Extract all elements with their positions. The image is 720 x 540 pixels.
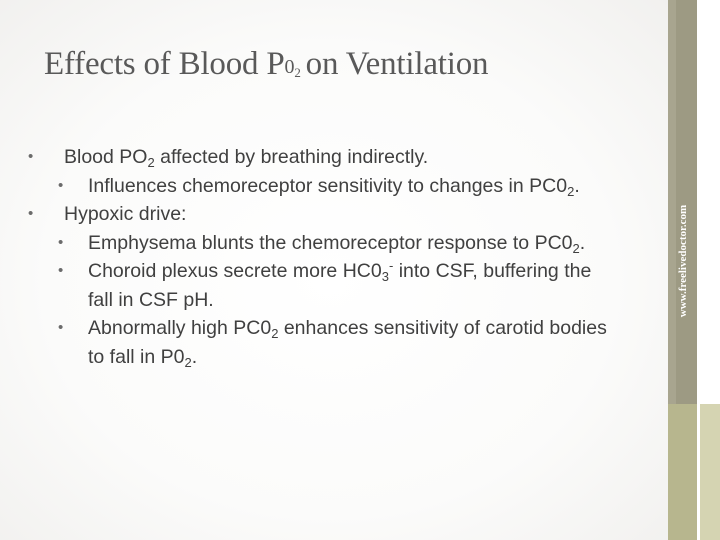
- sub-bullet-item: [28, 172, 668, 201]
- sub-bullet-item: [28, 314, 668, 343]
- subscript: 2: [271, 326, 279, 341]
- bullet-text: .: [579, 231, 586, 254]
- bullet-icon: •: [58, 233, 64, 251]
- bullet-text: Choroid plexus secrete more HC0: [88, 260, 382, 282]
- sub-bullet-item: [28, 257, 668, 286]
- sidebar-upper-band: [676, 0, 697, 404]
- bullet-continuation: [28, 343, 668, 372]
- bullet-text: Hypoxic drive:: [64, 203, 187, 225]
- bullet-item: [28, 143, 668, 172]
- bullet-text: .: [574, 174, 580, 197]
- bullet-item: [28, 200, 668, 229]
- subscript: 2: [147, 155, 155, 170]
- bullet-text: Emphysema blunts the chemoreceptor response to PC0: [88, 231, 573, 254]
- bullet-text: Influences chemoreceptor sensitivity to changes in PC0: [88, 174, 568, 197]
- subscript: 2: [184, 354, 192, 370]
- bullet-icon: •: [58, 319, 64, 336]
- subscript: 2: [572, 240, 580, 256]
- bullet-text: .: [191, 345, 198, 368]
- bullet-icon: •: [28, 148, 34, 165]
- watermark-text: www.freelivedoctor.com: [677, 204, 689, 318]
- title-subscript: 2: [294, 65, 301, 80]
- bullet-text: fall in CSF pH.: [88, 288, 214, 311]
- bullet-continuation: [28, 286, 668, 315]
- bullet-text: to fall in P0: [88, 345, 185, 368]
- title-suffix: on Ventilation: [305, 46, 489, 82]
- sidebar-lower-bar: [668, 404, 697, 540]
- bullet-text: into CSF, buffering the: [393, 260, 592, 282]
- sidebar-accent-block: [700, 404, 720, 540]
- title-o-char: 0: [284, 56, 295, 78]
- bullet-icon: •: [28, 205, 34, 222]
- bullet-icon: •: [58, 262, 64, 279]
- bullet-text: affected by breathing indirectly.: [154, 146, 429, 168]
- subscript: 2: [567, 183, 575, 199]
- bullet-text: Blood PO: [64, 146, 148, 168]
- subscript: 3: [381, 269, 389, 284]
- slide-title: [44, 46, 488, 83]
- bullet-text: Abnormally high PC0: [88, 317, 272, 339]
- bullet-text: enhances sensitivity of carotid bodies: [278, 317, 607, 339]
- bullet-icon: •: [58, 176, 64, 194]
- sub-bullet-item: [28, 229, 668, 258]
- title-prefix: Effects of Blood P: [44, 46, 285, 82]
- bullet-list: [28, 143, 668, 371]
- superscript: -: [388, 258, 394, 273]
